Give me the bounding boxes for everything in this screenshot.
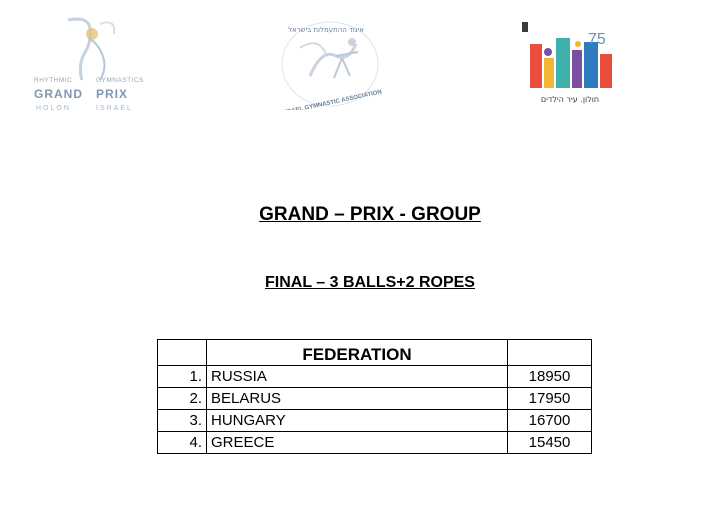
header-score <box>508 340 592 366</box>
score-cell: 16700 <box>508 410 592 432</box>
header-rank <box>158 340 207 366</box>
logo-right-caption: חולון. עיר הילדים <box>540 95 600 104</box>
score-cell: 15450 <box>508 432 592 454</box>
results-table <box>157 339 592 454</box>
event-subtitle: FINAL – 3 BALLS+2 ROPES <box>265 274 475 291</box>
logo-center-hebrew: איגוד ההתעמלות בישראל <box>288 26 364 34</box>
logo-center-ring-text: ISRAEL GYMNASTIC ASSOCIATION <box>281 89 383 110</box>
federation-cell: GREECE <box>207 432 508 454</box>
rank-cell: 1. <box>158 366 207 388</box>
logo-left-line4: PRIX <box>96 87 129 101</box>
logo-left-line6: ISRAEL <box>96 105 133 112</box>
rhythmic-gymnast-figure-icon <box>30 14 155 114</box>
holon-75-emblem-icon <box>518 14 648 114</box>
table-row <box>158 410 592 432</box>
gymnastics-association-seal-icon <box>270 18 390 110</box>
table-row <box>158 432 592 454</box>
rank-cell: 4. <box>158 432 207 454</box>
grand-prix-logo <box>30 14 155 114</box>
logo-left-line1: RHYTHMIC <box>34 77 73 84</box>
federation-cell: RUSSIA <box>207 366 508 388</box>
logo-left-line5: HOLON <box>36 105 71 112</box>
page-title: GRAND – PRIX - GROUP <box>259 204 481 225</box>
federation-cell: HUNGARY <box>207 410 508 432</box>
score-cell: 17950 <box>508 388 592 410</box>
table-row <box>158 388 592 410</box>
header-federation: FEDERATION <box>207 340 508 366</box>
logo-left-line3: GRAND <box>34 87 83 101</box>
logo-left-line2: GYMNASTICS <box>96 77 144 84</box>
holon-75-logo <box>518 14 648 114</box>
score-cell: 18950 <box>508 366 592 388</box>
logo-right-number: 75 <box>588 31 606 48</box>
rank-cell: 3. <box>158 410 207 432</box>
gymnastic-association-logo <box>270 18 390 110</box>
rank-cell: 2. <box>158 388 207 410</box>
table-header-row <box>158 340 592 366</box>
table-row <box>158 366 592 388</box>
federation-cell: BELARUS <box>207 388 508 410</box>
